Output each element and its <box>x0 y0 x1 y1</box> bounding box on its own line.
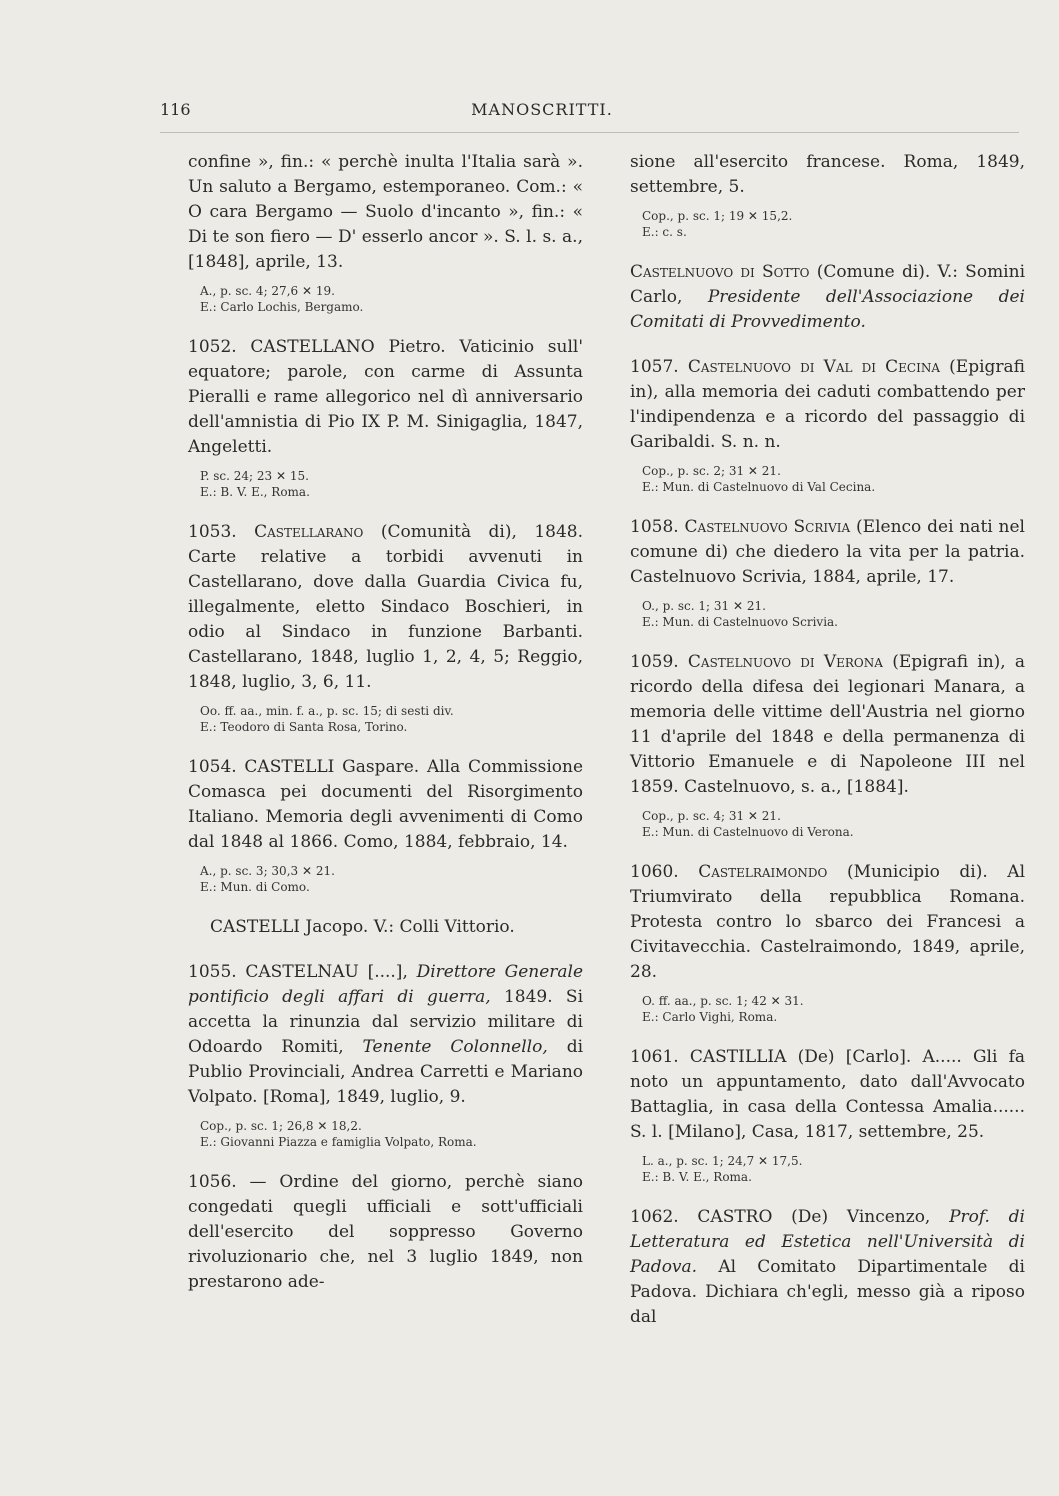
entry-meta <box>188 703 583 735</box>
entry-heading: CASTELNAU <box>245 962 359 982</box>
cross-reference-castelnuovo <box>630 260 1025 335</box>
entry-number: 1057. <box>630 357 679 377</box>
entry-meta <box>188 468 583 500</box>
entry-1056 <box>188 1170 583 1295</box>
entry-heading: Castelnuovo di Val di Cecina <box>687 357 941 377</box>
entry-1060 <box>630 860 1025 1025</box>
entry-body <box>188 755 583 855</box>
entry-meta-description: A., p. sc. 3; 30,3 ✕ 21. <box>200 864 335 878</box>
entry-bracket: [....], <box>367 962 408 982</box>
entry-number: 1060. <box>630 862 679 882</box>
entry-role: Direttore Generale pontificio degli affari di guerra, <box>188 962 584 1007</box>
entry-heading: Castelnuovo di Verona <box>687 652 883 672</box>
entry-heading: CASTELLANO <box>250 337 375 357</box>
entry-meta <box>188 1118 583 1150</box>
entry-number: 1059. <box>630 652 679 672</box>
entry-meta <box>188 283 583 315</box>
entry-heading: Castelraimondo <box>698 862 828 882</box>
entry-meta <box>630 208 1025 240</box>
entry-heading: CASTILLIA <box>689 1047 787 1067</box>
entry-1053 <box>188 520 583 735</box>
page-number: 116 <box>160 100 191 119</box>
entry-meta-owner: E.: B. V. E., Roma. <box>642 1170 752 1184</box>
entry-text: (Epigrafi in), a ricordo della difesa dei legionari Manara, a memoria delle vittime dell'Austria nel giorno 11 d'aprile del 1848 e della permanenza di Vittorio Emanuele e di Napoleone III nel 1859. Castelnuovo, s. a., [1884]. <box>630 652 1026 797</box>
entry-number: 1061. <box>630 1047 679 1067</box>
entry-number: 1054. <box>188 757 237 777</box>
entry-meta-owner: E.: Mun. di Castelnuovo di Verona. <box>642 825 854 839</box>
header-rule <box>160 132 1019 133</box>
entry-meta-description: L. a., p. sc. 1; 24,7 ✕ 17,5. <box>642 1154 803 1168</box>
entry-meta-owner: E.: Carlo Vighi, Roma. <box>642 1010 778 1024</box>
entry-body <box>188 335 583 460</box>
entry-meta-description: Cop., p. sc. 4; 31 ✕ 21. <box>642 809 781 823</box>
entry-meta-owner: E.: Mun. di Castelnuovo Scrivia. <box>642 615 838 629</box>
entry-text: (De) [Carlo]. A..... Gli fa noto un appuntamento, dato dall'Avvocato Battaglia, in casa della Contessa Amalia...... S. l. [Milano], Casa, 1817, settembre, 25. <box>630 1047 1025 1142</box>
entry-meta-description: A., p. sc. 4; 27,6 ✕ 19. <box>200 284 335 298</box>
entry-number: 1055. <box>188 962 237 982</box>
entry-heading: CASTRO <box>697 1207 773 1227</box>
entry-meta <box>630 463 1025 495</box>
entry-meta-description: O. ff. aa., p. sc. 1; 42 ✕ 31. <box>642 994 804 1008</box>
entry-meta <box>630 598 1025 630</box>
entry-heading: Castelnuovo Scrivia <box>684 517 851 537</box>
entry-text: (Municipio di). Al Triumvirato della repubblica Romana. Protesta contro lo sbarco dei Francesi a Civitavecchia. Castelraimondo, 1849, aprile, 28. <box>630 862 1026 982</box>
entry-body <box>630 650 1025 800</box>
entry-meta-owner: E.: B. V. E., Roma. <box>200 485 310 499</box>
entry-meta-description: Oo. ff. aa., min. f. a., p. sc. 15; di sesti div. <box>200 704 454 718</box>
entry-text: sione all'esercito francese. Roma, 1849, settembre, 5. <box>630 152 1025 197</box>
entry-meta-description: P. sc. 24; 23 ✕ 15. <box>200 469 309 483</box>
entry-body <box>630 860 1025 985</box>
entry-meta-owner: E.: Giovanni Piazza e famiglia Volpato, Roma. <box>200 1135 477 1149</box>
entry-meta-description: Cop., p. sc. 1; 26,8 ✕ 18,2. <box>200 1119 362 1133</box>
entry-text: (Comune di). V.: Somini Carlo, <box>630 262 1026 307</box>
entry-meta-description: Cop., p. sc. 1; 19 ✕ 15,2. <box>642 209 793 223</box>
entry-body <box>188 520 583 695</box>
entry-role: Prof. di Letteratura ed Estetica nell'Università di Padova. <box>630 1207 1025 1277</box>
entry-continuation-left <box>188 150 583 315</box>
entry-text-2: di Publio Provinciali, Andrea Carretti e Mariano Volpato. [Roma], 1849, luglio, 9. <box>188 1037 584 1107</box>
entry-text: 1849. Si accetta la rinunzia dal servizio militare di Odoardo Romiti, <box>188 987 584 1057</box>
header-title: MANOSCRITTI. <box>471 100 613 119</box>
entry-text: confine », fin.: « perchè inulta l'Italia sarà ». Un saluto a Bergamo, estemporaneo. Com.: « O cara Bergamo — Suolo d'incanto », fin.: « Di te son fiero — D' esserlo ancor ». S. l. s. a., [1848], aprile, 13. <box>188 152 583 272</box>
entry-1054 <box>188 755 583 895</box>
entry-meta <box>188 863 583 895</box>
entry-meta-description: Cop., p. sc. 2; 31 ✕ 21. <box>642 464 781 478</box>
entry-number: 1056. <box>188 1172 237 1192</box>
entry-body <box>188 960 583 1110</box>
entry-body <box>630 1045 1025 1145</box>
entry-meta-owner: E.: Mun. di Como. <box>200 880 310 894</box>
entry-text: Pietro. Vaticinio sull' equatore; parole, con carme di Assunta Pieralli e rame allegorico nel dì anniversario dell'amnistia di Pio IX P. M. Sinigaglia, 1847, Angeletti. <box>188 337 583 457</box>
entry-number: 1052. <box>188 337 237 357</box>
entry-role-2: Tenente Colonnello, <box>362 1037 548 1057</box>
entry-text: (Comunità di), 1848. Carte relative a torbidi avvenuti in Castellarano, dove dalla Guardia Civica fu, illegalmente, eletto Sindaco Boschieri, in odio al Sindaco in funzione Barbanti. Castellarano, 1848, luglio 1, 2, 4, 5; Reggio, 1848, luglio, 3, 6, 11. <box>188 522 583 692</box>
entry-meta-owner: E.: Carlo Lochis, Bergamo. <box>200 300 364 314</box>
entry-meta <box>630 1153 1025 1185</box>
entry-continuation-right <box>630 150 1025 240</box>
entry-text: (Elenco dei nati nel comune di) che diedero la vita per la patria. Castelnuovo Scrivia, 1884, aprile, 17. <box>630 517 1025 587</box>
running-head <box>160 100 924 124</box>
entry-role: Presidente dell'Associazione dei Comitati di Provvedimento. <box>630 287 1025 332</box>
entry-text-2: Al Comitato Dipartimentale di Padova. Dichiara ch'egli, messo già a riposo dal <box>630 1257 1025 1327</box>
entry-heading: CASTELLI <box>244 757 335 777</box>
cross-reference: CASTELLI Jacopo. V.: Colli Vittorio. <box>210 917 515 937</box>
entry-body <box>630 515 1025 590</box>
entry-text: (De) Vincenzo, <box>791 1207 931 1227</box>
entry-dash: — <box>249 1172 267 1192</box>
entry-meta-owner: E.: Teodoro di Santa Rosa, Torino. <box>200 720 408 734</box>
entry-number: 1053. <box>188 522 237 542</box>
entry-1055 <box>188 960 583 1150</box>
entry-heading: Castelnuovo di Sotto <box>630 262 810 282</box>
entry-body <box>630 260 1025 335</box>
entry-1059 <box>630 650 1025 840</box>
entry-number: 1062. <box>630 1207 679 1227</box>
entry-meta-owner: E.: c. s. <box>642 225 687 239</box>
entry-body <box>630 1205 1025 1330</box>
entry-heading: Castellarano <box>254 522 364 542</box>
entry-1057 <box>630 355 1025 495</box>
entry-text: (Epigrafi in), alla memoria dei caduti combattendo per l'indipendenza e a ricordo del passaggio di Garibaldi. S. n. n. <box>630 357 1026 452</box>
entry-meta <box>630 808 1025 840</box>
right-column <box>630 150 1025 1350</box>
entry-body <box>188 1170 583 1295</box>
entry-number: 1058. <box>630 517 679 537</box>
entry-1062 <box>630 1205 1025 1330</box>
entry-text: Ordine del giorno, perchè siano congedati quegli ufficiali e sott'ufficiali dell'esercito del soppresso Governo rivoluzionario che, nel 3 luglio 1849, non prestarono ade- <box>188 1172 584 1292</box>
entry-1061 <box>630 1045 1025 1185</box>
entry-1058 <box>630 515 1025 630</box>
entry-meta-description: O., p. sc. 1; 31 ✕ 21. <box>642 599 766 613</box>
entry-meta <box>630 993 1025 1025</box>
entry-text: Gaspare. Alla Commissione Comasca pei documenti del Risorgimento Italiano. Memoria degli avvenimenti di Como dal 1848 al 1866. Como, 1884, febbraio, 14. <box>188 757 584 852</box>
entry-body <box>630 355 1025 455</box>
entry-meta-owner: E.: Mun. di Castelnuovo di Val Cecina. <box>642 480 876 494</box>
entry-1052 <box>188 335 583 500</box>
left-column <box>188 150 583 1315</box>
